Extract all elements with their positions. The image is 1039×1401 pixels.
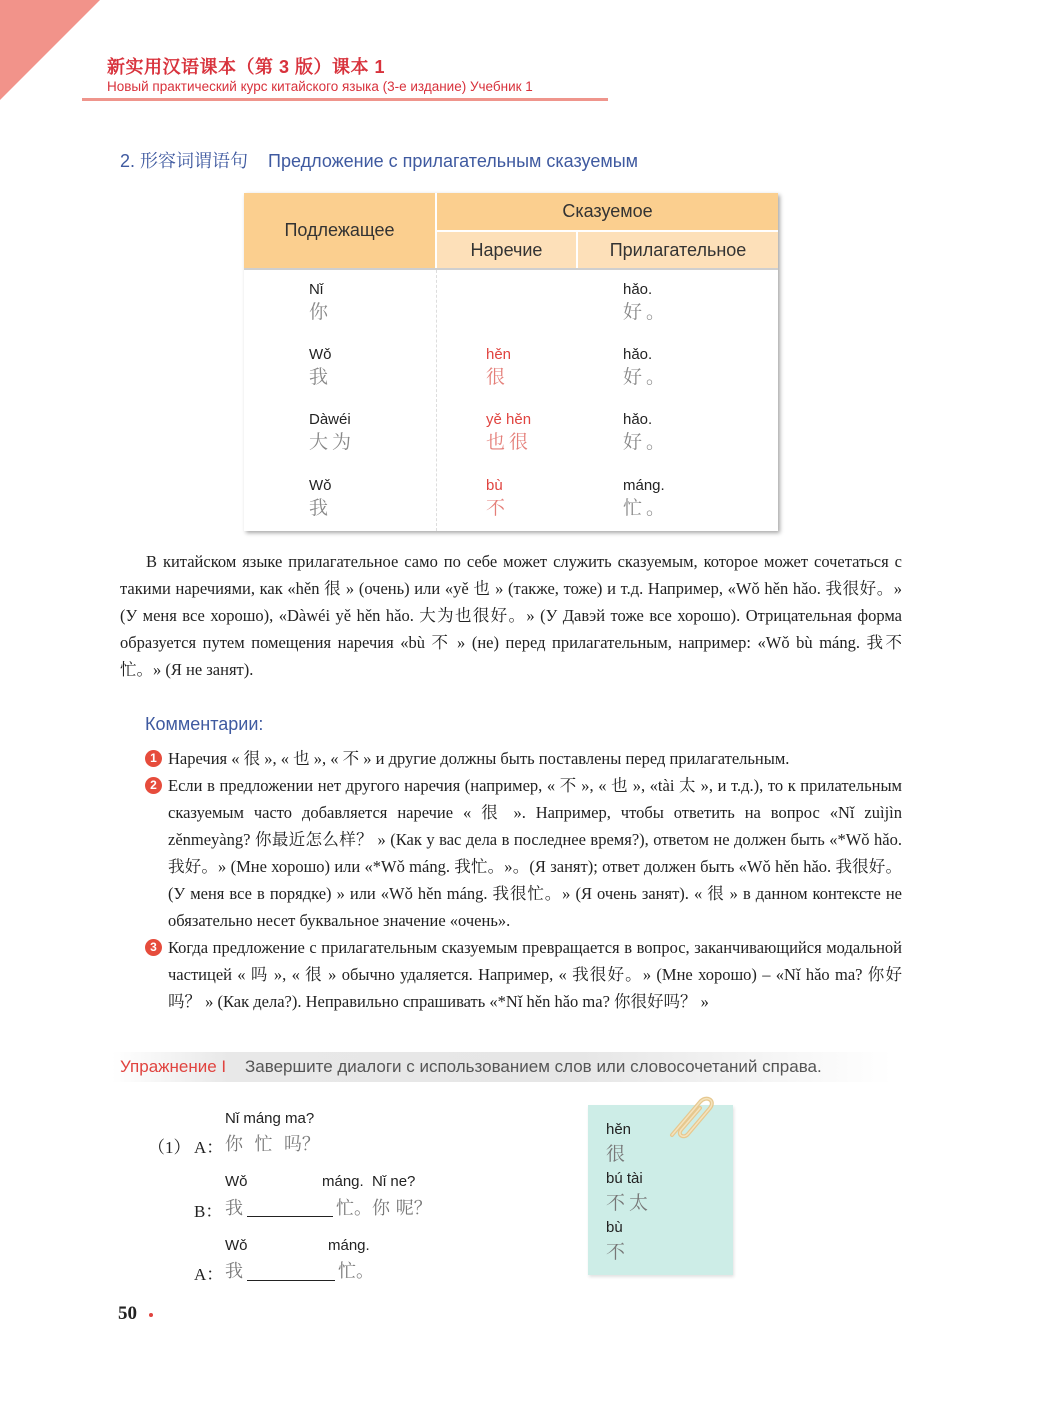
header-adverb: Наречие [437, 232, 576, 268]
comment-item [145, 745, 902, 772]
speaker-label: A： [194, 1265, 224, 1284]
speaker-label: B： [194, 1202, 223, 1221]
pinyin: máng. [623, 477, 665, 494]
hanzi: 好。 [623, 301, 670, 323]
dialog-hanzi: 你 忙 吗？ [225, 1134, 320, 1155]
table-cell-adverb [486, 477, 626, 521]
answer-blank[interactable] [247, 1280, 335, 1281]
header-subject: Подлежащее [244, 193, 435, 268]
comment-text: Если в предложении нет другого наречия (например, « 不 », « 也 », «tài 太 », и т.д.), то к прилательным сказуемым часто добавляется наречие « 很 ». Например, чтобы ответить на вопрос «Nǐ zuìjìn zěnmeyàng? 你最近怎么样？ » (Как у вас дела в последнее время?), ответом не должен быть «*Wǒ hǎo. 我好。» (Мне хорошо) или «*Wǒ máng. 我忙。»。(Я занят); ответ должен быть «Wǒ hěn hǎo. 我很好。(У меня все в порядке) » или «Wǒ hěn máng. 我很忙。» (Я очень занят). « 很 » в данном контексте не обязательно несет буквальное значение «очень». [168, 776, 902, 930]
grammar-table [244, 193, 778, 531]
dialog-pinyin: Wǒ [225, 1173, 248, 1190]
pinyin: Wǒ [309, 477, 332, 494]
hanzi: 很 [486, 366, 510, 388]
section-title-ru: Предложение с прилагательным сказуемым [268, 151, 639, 171]
explanation-paragraph: В китайском языке прилагательное само по себе может служить сказуемым, которое может сочетаться с такими наречиями, как «hěn 很 » (очень) или «yě 也 » (также, тоже) и т.д. Например, «Wǒ hěn hǎo. 我很好。» (У меня все хорошо), «Dàwéi yě hěn hǎo. 大为也很好。» (У Давэй тоже все хорошо). Отрицательная форма образуется путем помещения наречия «bù 不 » (не) перед прилагательным, например: «Wǒ bù máng. 我不忙。» (Я не занят). [120, 552, 902, 679]
table-cell-subject [309, 411, 449, 455]
table-cell-adjective [623, 477, 763, 521]
pinyin: hǎo. [623, 281, 653, 298]
dialog-pinyin: máng. [328, 1237, 370, 1254]
dialog-hanzi: 我 [225, 1198, 243, 1219]
book-title-cn: 新实用汉语课本（第 3 版）课本 1 [107, 57, 386, 77]
hanzi: 不 [486, 497, 510, 519]
pinyin: hěn [486, 346, 512, 363]
dialog-hanzi: 忙。 [338, 1261, 374, 1282]
table-cell-subject [309, 281, 449, 325]
dialog-pinyin: máng. Nǐ ne? [322, 1173, 416, 1190]
table-cell-adjective [623, 411, 763, 455]
hanzi: 好。 [623, 366, 670, 388]
word-pinyin: bú tài [606, 1170, 643, 1187]
header-divider [82, 98, 608, 101]
comment-item [145, 934, 902, 1015]
header-predicate: Сказуемое [437, 193, 778, 230]
pinyin: Wǒ [309, 346, 332, 363]
corner-decoration [0, 0, 100, 100]
word-hanzi: 很 [606, 1143, 630, 1165]
dialog-number: （1） [148, 1138, 191, 1157]
section-number: 2. [120, 151, 136, 171]
number-badge-icon: 1 [145, 750, 162, 767]
word-hanzi: 不太 [606, 1192, 653, 1214]
book-title-ru: Новый практический курс китайского языка (3-е издание) Учебник 1 [107, 79, 533, 94]
hanzi: 忙。 [623, 497, 670, 519]
pinyin: yě hěn [486, 411, 532, 428]
pinyin: hǎo. [623, 346, 653, 363]
word-hanzi: 不 [606, 1241, 630, 1263]
hanzi: 好。 [623, 431, 670, 453]
paperclip-icon [660, 1090, 720, 1150]
dialog-pinyin: Wǒ [225, 1237, 248, 1254]
pinyin: Dàwéi [309, 411, 351, 428]
dialog-hanzi: 我 [225, 1261, 243, 1282]
comments-heading: Комментарии: [145, 714, 264, 734]
speaker-label: A： [194, 1138, 224, 1157]
table-cell-adverb [486, 346, 626, 390]
hanzi: 我 [309, 497, 333, 519]
word-pinyin: hěn [606, 1121, 632, 1138]
table-cell-adjective [623, 346, 763, 390]
comment-item [145, 772, 902, 934]
table-cell-adjective [623, 281, 763, 325]
hanzi: 你 [309, 301, 333, 323]
dialog-pinyin: Nǐ máng ma? [225, 1110, 315, 1127]
number-badge-icon: 3 [145, 939, 162, 956]
hanzi: 大为 [309, 431, 356, 453]
pinyin: hǎo. [623, 411, 653, 428]
dialog-hanzi: 忙。你 呢？ [336, 1198, 432, 1219]
word-pinyin: bù [606, 1219, 623, 1236]
pinyin: Nǐ [309, 281, 324, 298]
hanzi: 也很 [486, 431, 533, 453]
hanzi: 我 [309, 366, 333, 388]
section-title-cn: 形容词谓语句 [140, 151, 249, 171]
page-number: 50 [118, 1303, 137, 1324]
pinyin: bù [486, 477, 503, 494]
exercise-label: Упражнение I [120, 1057, 227, 1076]
table-cell-subject [309, 477, 449, 521]
page-dot-icon [149, 1313, 153, 1317]
comment-text: Когда предложение с прилагательным сказуемым превращается в вопрос, заканчивающийся модальной частицей « 吗 », « 很 » обычно удаляется. Например, « 我很好。» (Мне хорошо) – «Nǐ hǎo ma? 你好吗？ » (Как дела?). Неправильно спрашивать «*Nǐ hěn hǎo ma? 你很好吗？ » [168, 938, 902, 1011]
exercise-instruction: Завершите диалоги с использованием слов или словосочетаний справа. [245, 1057, 822, 1076]
answer-blank[interactable] [247, 1216, 333, 1217]
table-cell-adverb [486, 411, 626, 455]
number-badge-icon: 2 [145, 777, 162, 794]
header-adjective: Прилагательное [578, 232, 778, 268]
table-cell-subject [309, 346, 449, 390]
section-heading [120, 147, 638, 173]
header-divider [244, 268, 778, 270]
running-header [107, 56, 533, 96]
comment-text: Наречия « 很 », « 也 », « 不 » и другие должны быть поставлены перед прилагательным. [168, 749, 790, 768]
